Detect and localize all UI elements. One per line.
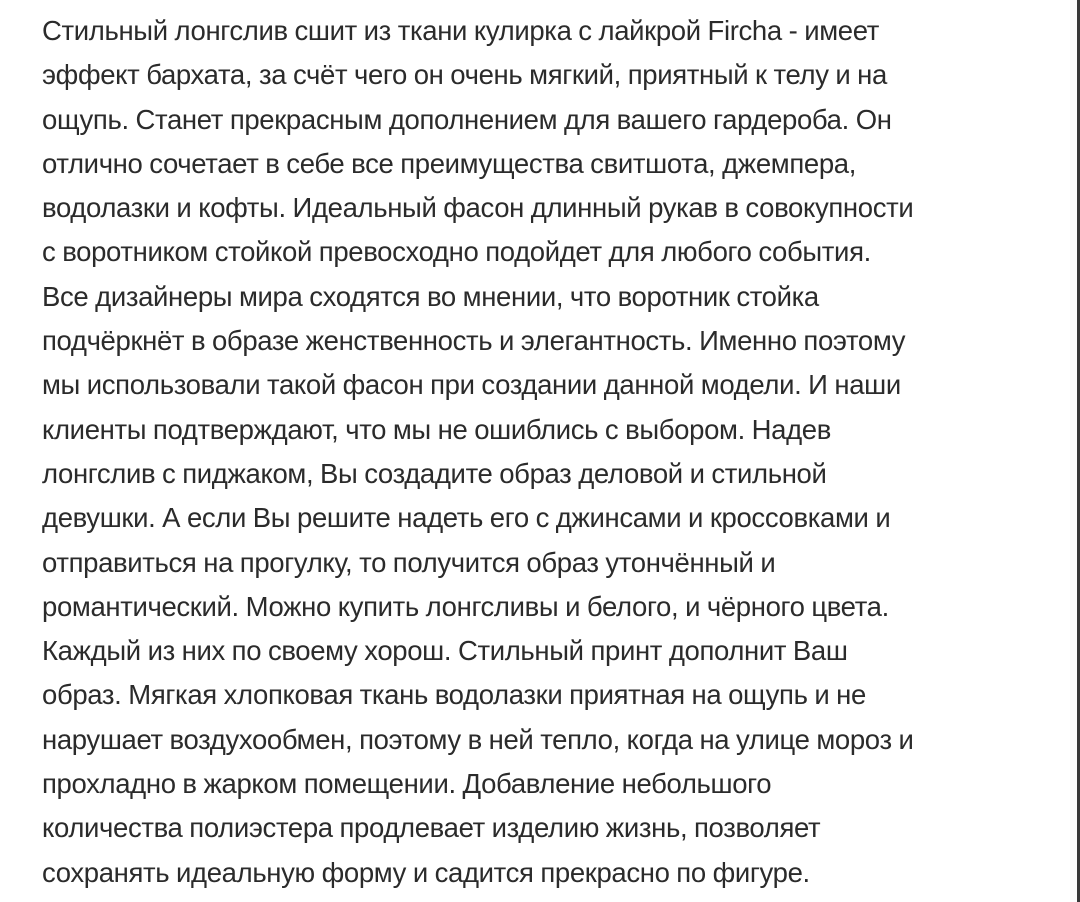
description-line: Каждый из них по своему хорош. Стильный принт дополнит Ваш xyxy=(42,635,848,667)
description-line: эффект бархата, за счёт чего он очень мягкий, приятный к телу и на xyxy=(42,59,887,91)
description-line: клиенты подтверждают, что мы не ошиблись с выбором. Надев xyxy=(42,413,832,445)
description-line: образ. Мягкая хлопковая ткань водолазки приятная на ощупь и не xyxy=(42,679,866,711)
product-description-text xyxy=(42,9,1052,895)
description-line: отлично сочетает в себе все преимущества свитшота, джемпера, xyxy=(42,147,857,179)
description-line: Все дизайнеры мира сходятся во мнении, что воротник стойка xyxy=(42,280,819,312)
description-line: прохладно в жарком помещении. Добавление небольшого xyxy=(42,768,772,800)
description-line: девушки. А если Вы решите надеть его с джинсами и кроссовками и xyxy=(42,502,891,534)
description-line: с воротником стойкой превосходно подойдет для любого события. xyxy=(42,236,871,268)
description-line: романтический. Можно купить лонгсливы и белого, и чёрного цвета. xyxy=(42,590,889,622)
description-line: лонгслив с пиджаком, Вы создадите образ деловой и стильной xyxy=(42,457,827,489)
description-line: подчёркнёт в образе женственность и элегантность. Именно поэтому xyxy=(42,325,906,357)
description-line: сохранять идеальную форму и садится прекрасно по фигуре. xyxy=(42,856,810,888)
description-line: Стильный лонгслив сшит из ткани кулирка с лайкрой Fircha - имеет xyxy=(42,15,879,46)
description-line: ощупь. Станет прекрасным дополнением для вашего гардероба. Он xyxy=(42,103,892,135)
description-line: водолазки и кофты. Идеальный фасон длинный рукав в совокупности xyxy=(42,192,914,224)
description-line: мы использовали такой фасон при создании данной модели. И наши xyxy=(42,369,901,401)
description-line: отправиться на прогулку, то получится образ утончённый и xyxy=(42,546,776,578)
description-line: количества полиэстера продлевает изделию жизнь, позволяет xyxy=(42,812,821,844)
description-line: нарушает воздухообмен, поэтому в ней тепло, когда на улице мороз и xyxy=(42,723,914,755)
